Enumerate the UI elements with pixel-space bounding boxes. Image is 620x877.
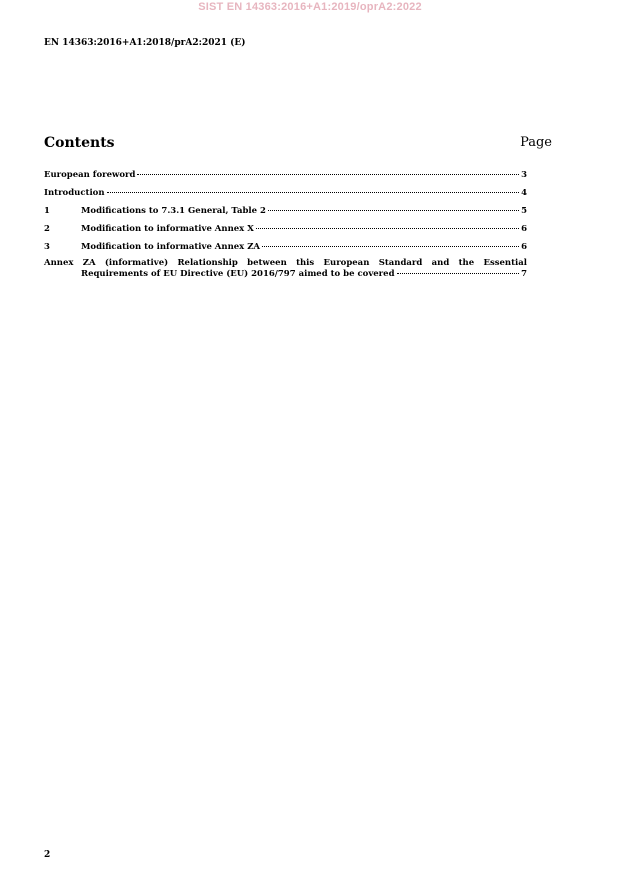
toc-entry-section-3[interactable] <box>44 240 527 258</box>
toc-entry-text: Introduction <box>44 188 105 198</box>
page-column-heading: Page <box>520 135 552 150</box>
toc-entry-page: 7 <box>521 269 527 279</box>
dot-leader <box>256 228 519 229</box>
toc-entry-page: 6 <box>521 224 527 234</box>
toc-entry-text: Modification to informative Annex X <box>81 224 254 234</box>
table-of-contents <box>44 168 527 280</box>
toc-entry-number: 1 <box>44 206 50 216</box>
document-identifier: EN 14363:2016+A1:2018/prA2:2021 (E) <box>44 38 246 48</box>
toc-entry-text: Modification to informative Annex ZA <box>81 242 260 252</box>
toc-entry-introduction[interactable] <box>44 186 527 204</box>
toc-entry-european-foreword[interactable] <box>44 168 527 186</box>
toc-entry-page: 5 <box>521 206 527 216</box>
dot-leader <box>107 192 520 193</box>
watermark: SIST EN 14363:2016+A1:2019/oprA2:2022 <box>198 1 422 13</box>
toc-annex-title-line1: Annex ZA (informative) Relationship between this European Standard and the Essential <box>44 258 527 268</box>
page-number: 2 <box>44 850 51 860</box>
toc-entry-page: 3 <box>521 170 527 180</box>
dot-leader <box>397 273 520 274</box>
toc-entry-page: 4 <box>521 188 527 198</box>
toc-entry-annex-za[interactable] <box>44 258 527 280</box>
dot-leader <box>137 174 519 175</box>
toc-entry-section-1[interactable] <box>44 204 527 222</box>
toc-annex-title-line2-row <box>44 269 527 280</box>
contents-heading: Contents <box>44 135 115 151</box>
toc-entry-page: 6 <box>521 242 527 252</box>
dot-leader <box>262 246 519 247</box>
toc-annex-title-line2: Requirements of EU Directive (EU) 2016/797 aimed to be covered <box>81 269 395 279</box>
toc-entry-text: Modifications to 7.3.1 General, Table 2 <box>81 206 266 216</box>
toc-entry-text: European foreword <box>44 170 136 180</box>
toc-entry-number: 3 <box>44 242 50 252</box>
toc-entry-number: 2 <box>44 224 50 234</box>
toc-entry-section-2[interactable] <box>44 222 527 240</box>
dot-leader <box>268 210 519 211</box>
